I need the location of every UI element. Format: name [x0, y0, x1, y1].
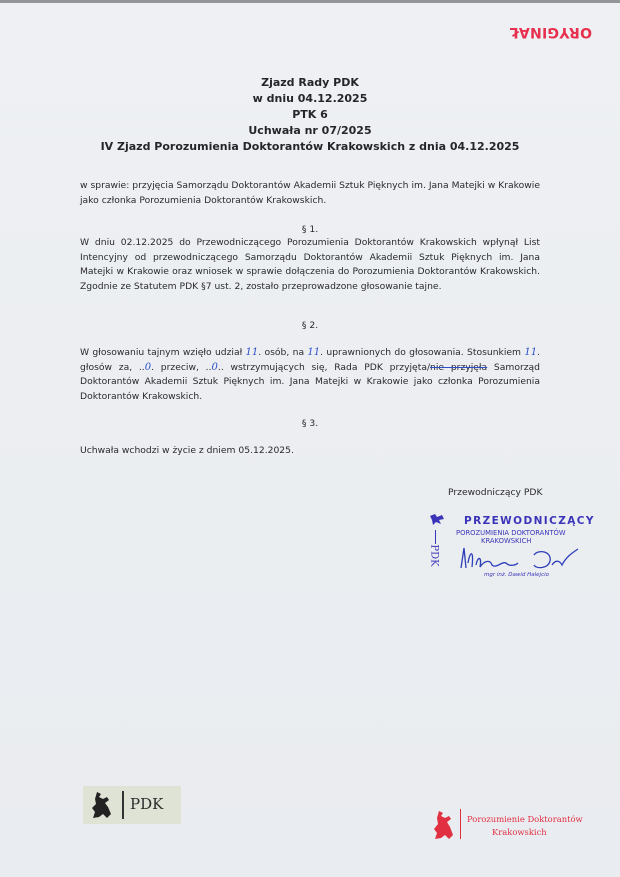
section-3-text: Uchwała wchodzi w życie z dniem 05.12.2025. [80, 445, 294, 456]
section-1-text: W dniu 02.12.2025 do Przewodniczącego Porozumienia Doktorantów Krakowskich wpłynął List Intencyjny od przewodniczącego Samorządu Doktorantów Akademii Sztuk Pięknych im. Jana Matejki w Krakowie oraz wniosek w sprawie dołączenia do Porozumienia Doktorantów Krakowskich. Zgodnie ze Statutem PDK §7 ust. 2, zostało przeprowadzone głosowanie tajne. [80, 237, 540, 292]
original-stamp: ORYGINAŁ [509, 24, 592, 40]
logo-red-divider [460, 809, 461, 839]
logo-red-line-1: Porozumienie Doktorantów [467, 814, 583, 824]
handwritten-abstain: 0 [211, 361, 218, 373]
section-3-title: § 3. [301, 418, 319, 429]
header-line-3: PTK 6 [292, 108, 328, 121]
logo-text: PDK [130, 795, 164, 813]
section-1-title: § 1. [301, 224, 319, 235]
text-fragment: . osób, na [258, 347, 308, 358]
chairman-stamp [426, 510, 596, 582]
header-line-4: Uchwała nr 07/2025 [248, 124, 372, 137]
text-fragment: . głosów za, .. [80, 347, 540, 373]
signature-label: Przewodniczący PDK [448, 487, 543, 498]
document-header [0, 75, 620, 155]
section-2-title: § 2. [301, 320, 319, 331]
dragon-logo-icon [87, 790, 117, 820]
subject-paragraph: w sprawie: przyjęcia Samorządu Doktorantów Akademii Sztuk Pięknych im. Jana Matejki w Krakowie jako członka Porozumienia Doktorantów Krakowskich. [80, 180, 540, 206]
dragon-logo-red-icon [430, 809, 456, 841]
logo-divider [122, 791, 124, 819]
stamp-org-line-1: POROZUMIENIA DOKTORANTÓW [456, 529, 566, 537]
handwritten-votes-against: 0 [144, 361, 152, 373]
logo-red-line-2: Krakowskich [492, 827, 547, 837]
handwritten-votes-for: 11 [524, 347, 538, 358]
stamp-name: mgr inż. Dawid Halejcio [484, 572, 549, 578]
header-line-5: IV Zjazd Porozumienia Doktorantów Krakowskich z dnia 04.12.2025 [100, 140, 520, 153]
handwritten-participants: 11 [245, 347, 259, 358]
handwritten-signature [456, 543, 586, 575]
handwritten-eligible: 11 [307, 347, 321, 358]
scan-edge [0, 0, 620, 3]
pdk-logo-left [83, 786, 181, 824]
dragon-icon [428, 512, 446, 526]
text-fragment: W głosowaniu tajnym wzięło udział [80, 347, 246, 358]
section-2-text [80, 346, 540, 404]
text-fragment: Samorząd Doktorantów Akademii Sztuk Pięknych im. Jana Matejki w Krakowie jako członka Porozumienia Doktorantów Krakowskich. [80, 361, 541, 402]
header-line-2: w dniu 04.12.2025 [252, 92, 368, 105]
text-fragment: . uprawnionych do głosowania. Stosunkiem [320, 347, 525, 358]
pdk-logo-right [430, 805, 600, 845]
header-line-1: Zjazd Rady PDK [261, 76, 359, 89]
text-fragment: . przeciw, .. [151, 361, 212, 373]
stamp-title: PRZEWODNICZĄCY [464, 515, 595, 527]
stamp-org-line-2: KRAKOWSKICH [481, 537, 532, 545]
text-fragment: .. wstrzymujących się, Rada PDK przyjęta/ [217, 361, 431, 373]
struck-text: nie przyjęła [430, 361, 488, 373]
stamp-vertical-text: PDK [428, 544, 440, 567]
stamp-divider [435, 530, 436, 544]
